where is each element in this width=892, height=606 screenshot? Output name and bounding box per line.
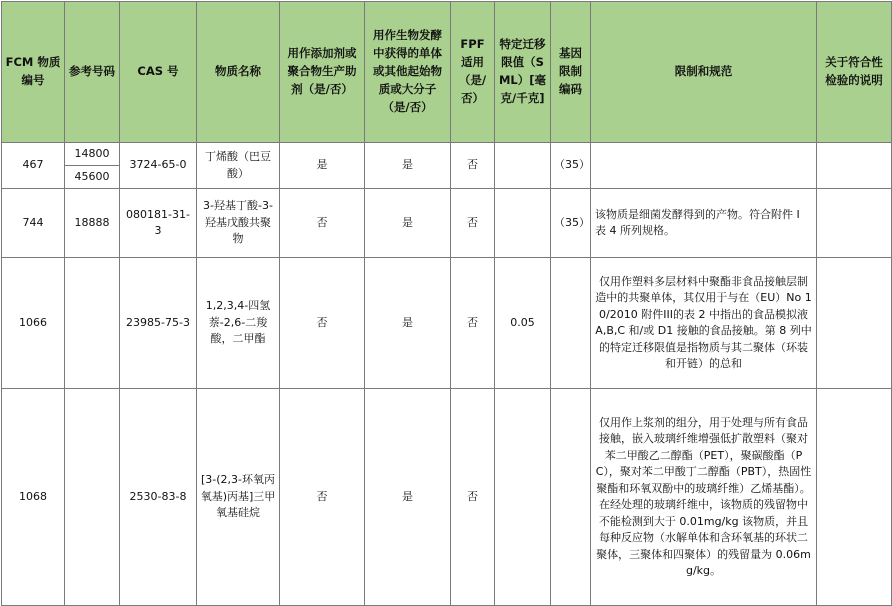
header-cas: CAS 号 bbox=[120, 2, 197, 143]
header-sml: 特定迁移限值（SML）[毫克/千克] bbox=[495, 2, 551, 143]
cell-fpf: 否 bbox=[451, 389, 495, 606]
header-note: 关于符合性检验的说明 bbox=[817, 2, 892, 143]
header-row bbox=[2, 2, 892, 143]
cell-ref: 14800 bbox=[65, 143, 120, 166]
header-additive: 用作添加剂或聚合物生产助剂（是/否） bbox=[280, 2, 365, 143]
cell-additive: 否 bbox=[280, 258, 365, 389]
header-restriction: 限制和规范 bbox=[591, 2, 817, 143]
cell-fpf: 否 bbox=[451, 143, 495, 189]
cell-monomer: 是 bbox=[365, 189, 451, 258]
cell-fcm: 744 bbox=[2, 189, 65, 258]
cell-cas: 23985-75-3 bbox=[120, 258, 197, 389]
header-gene: 基因限制编码 bbox=[551, 2, 591, 143]
cell-sml: 0.05 bbox=[495, 258, 551, 389]
cell-gene bbox=[551, 389, 591, 606]
cell-fpf: 否 bbox=[451, 258, 495, 389]
table-row bbox=[2, 143, 892, 166]
cell-note bbox=[817, 189, 892, 258]
cell-restriction: 该物质是细菌发酵得到的产物。符合附件 I 表 4 所列规格。 bbox=[591, 189, 817, 258]
header-ref: 参考号码 bbox=[65, 2, 120, 143]
cell-gene bbox=[551, 258, 591, 389]
cell-fpf: 否 bbox=[451, 189, 495, 258]
cell-additive: 否 bbox=[280, 389, 365, 606]
substance-table bbox=[1, 1, 892, 606]
cell-fcm: 467 bbox=[2, 143, 65, 189]
cell-monomer: 是 bbox=[365, 389, 451, 606]
cell-gene: （35） bbox=[551, 143, 591, 189]
cell-name: [3-(2,3-环氧丙氧基)丙基]三甲氧基硅烷 bbox=[197, 389, 280, 606]
header-name: 物质名称 bbox=[197, 2, 280, 143]
cell-cas: 080181-31-3 bbox=[120, 189, 197, 258]
cell-sml bbox=[495, 389, 551, 606]
cell-sml bbox=[495, 189, 551, 258]
cell-monomer: 是 bbox=[365, 143, 451, 189]
cell-fcm: 1066 bbox=[2, 258, 65, 389]
cell-note bbox=[817, 258, 892, 389]
cell-cas: 3724-65-0 bbox=[120, 143, 197, 189]
cell-ref: 45600 bbox=[65, 166, 120, 189]
cell-note bbox=[817, 389, 892, 606]
cell-cas: 2530-83-8 bbox=[120, 389, 197, 606]
cell-sml bbox=[495, 143, 551, 189]
cell-name: 1,2,3,4-四氢萘-2,6-二羧酸，二甲酯 bbox=[197, 258, 280, 389]
cell-restriction: 仅用作塑料多层材料中聚酯非食品接触层制造中的共聚单体，其仅用于与在（EU）No 10/2010 附件III的表 2 中指出的食品模拟液 A,B,C 和/或 D1 接触的食品接触。第 8 列中的特定迁移限值是指物质与其二聚体（环装和开链）的总和 bbox=[591, 258, 817, 389]
cell-ref bbox=[65, 258, 120, 389]
cell-restriction bbox=[591, 143, 817, 189]
table-row bbox=[2, 189, 892, 258]
cell-note bbox=[817, 143, 892, 189]
cell-additive: 是 bbox=[280, 143, 365, 189]
cell-ref bbox=[65, 389, 120, 606]
header-monomer: 用作生物发酵中获得的单体或其他起始物质或大分子（是/否） bbox=[365, 2, 451, 143]
header-fpf: FPF 适用（是/否） bbox=[451, 2, 495, 143]
table-row bbox=[2, 389, 892, 606]
header-fcm: FCM 物质编号 bbox=[2, 2, 65, 143]
cell-fcm: 1068 bbox=[2, 389, 65, 606]
cell-restriction: 仅用作上浆剂的组分，用于处理与所有食品接触，嵌入玻璃纤维增强低扩散塑料（聚对苯二甲酸乙二醇酯（PET），聚碳酸酯（PC），聚对苯二甲酸丁二醇酯（PBT），热固性聚酯和环氧双酚中的玻璃纤维）乙烯基酯）。在经处理的玻璃纤维中，该物质的残留物中不能检测到大于 0.01mg/kg 该物质，并且每种反应物（水解单体和含环氧基的环状二聚体，三聚体和四聚体）的残留量为 0.06mg/kg。 bbox=[591, 389, 817, 606]
cell-name: 3-羟基丁酸-3-羟基戊酸共聚物 bbox=[197, 189, 280, 258]
cell-gene: （35） bbox=[551, 189, 591, 258]
cell-ref: 18888 bbox=[65, 189, 120, 258]
cell-name: 丁烯酸（巴豆酸） bbox=[197, 143, 280, 189]
cell-additive: 否 bbox=[280, 189, 365, 258]
cell-monomer: 是 bbox=[365, 258, 451, 389]
table-row bbox=[2, 258, 892, 389]
